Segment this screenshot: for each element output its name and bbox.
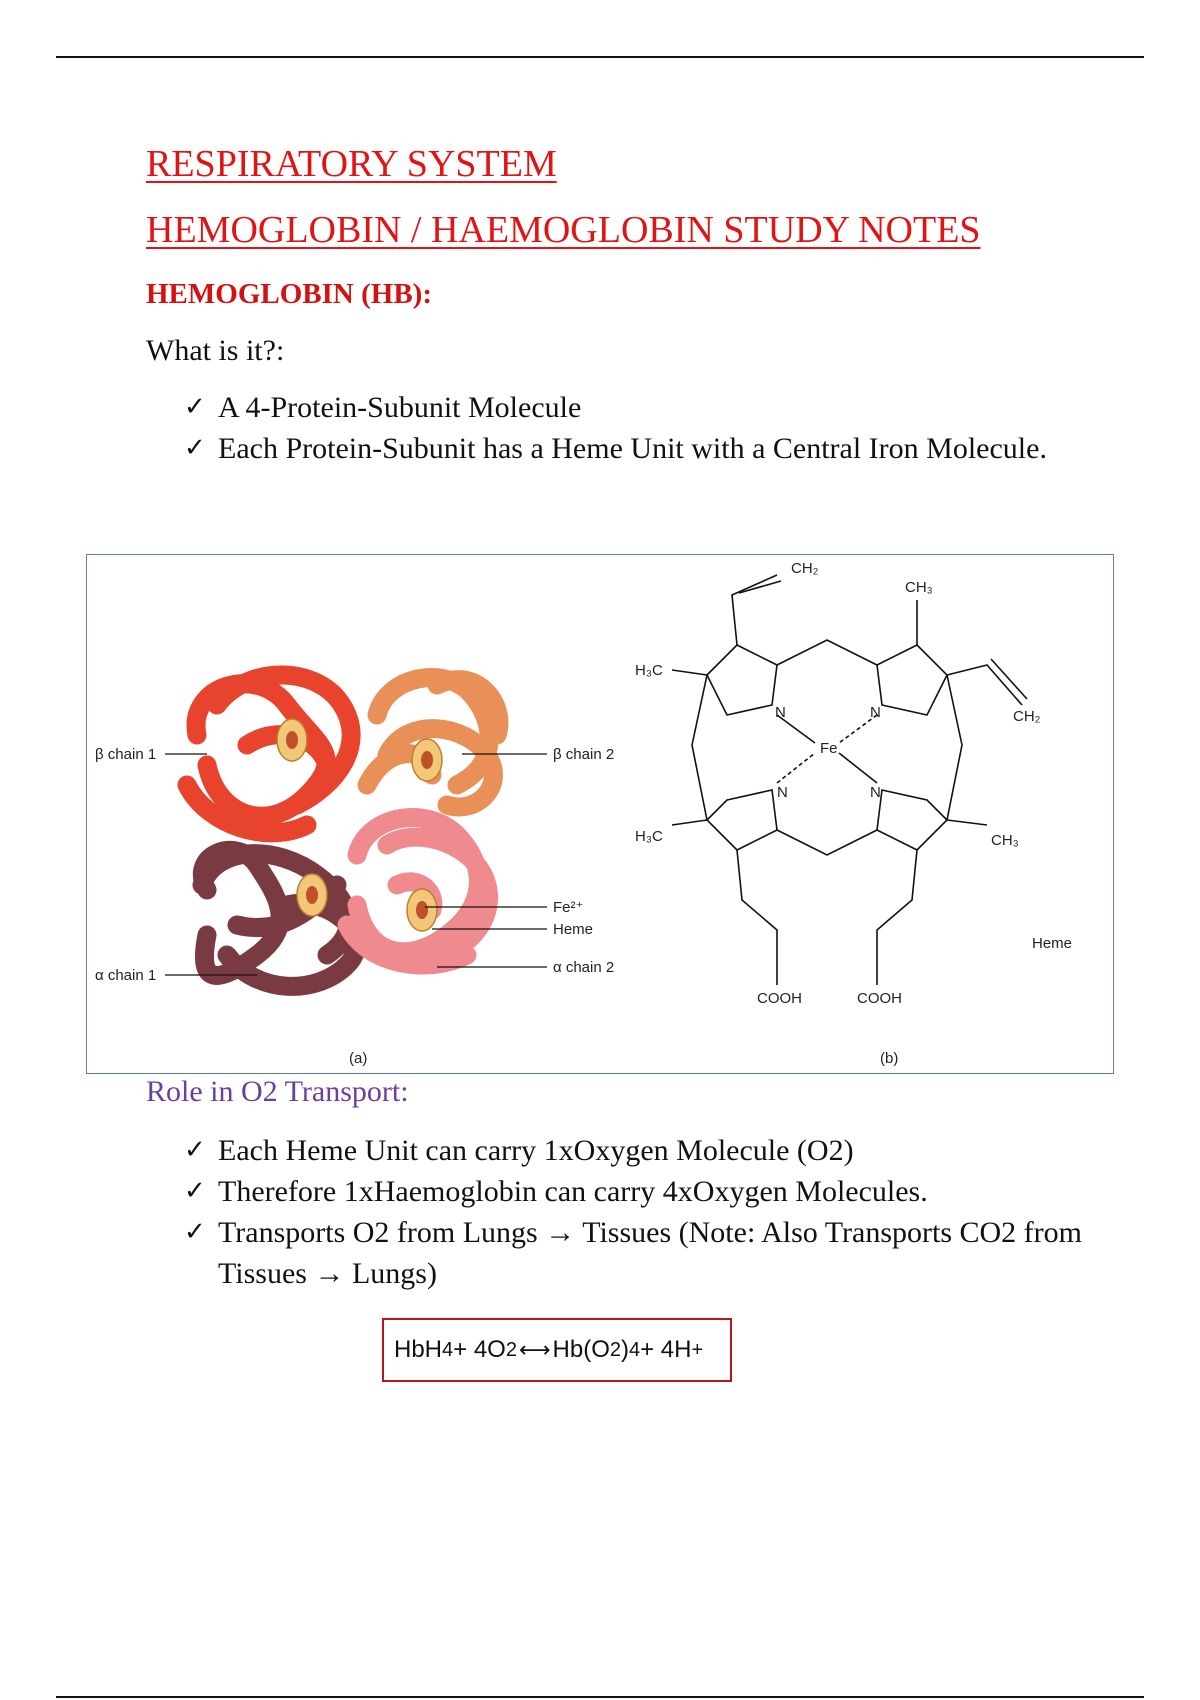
ch2-right-label: CH₂ <box>1013 708 1041 725</box>
list-item: ✓ Transports O2 from Lungs → Tissues (Note: Also Transports CO2 from Tissues → Lungs) <box>184 1212 1084 1294</box>
list-item: ✓ Therefore 1xHaemoglobin can carry 4xOxygen Molecules. <box>184 1171 1084 1212</box>
what-is-it-list <box>184 387 1084 469</box>
ch3-top-label: CH₃ <box>905 579 933 596</box>
check-icon: ✓ <box>184 1217 206 1247</box>
n-label: N <box>775 704 786 721</box>
heme-disc-alpha1 <box>297 874 327 916</box>
page-title: RESPIRATORY SYSTEM <box>146 143 557 185</box>
fe-label: Fe²⁺ <box>553 899 584 916</box>
fe-center-label: Fe <box>820 740 838 757</box>
heme-label-a: Heme <box>553 921 594 938</box>
check-icon: ✓ <box>184 392 206 422</box>
alpha-chain-2-label: α chain 2 <box>553 959 615 976</box>
n-label: N <box>870 784 881 801</box>
role-label: Role in O2 Transport: <box>146 1075 409 1108</box>
figure-svg <box>87 555 1113 1073</box>
role-list <box>184 1130 1084 1294</box>
alpha-chain-1-blob <box>202 850 356 986</box>
beta-chain-1-blob <box>187 675 351 833</box>
section-heading: HEMOGLOBIN (HB): <box>146 278 432 310</box>
ch3-right-label: CH₃ <box>991 832 1019 849</box>
heme-disc-beta1 <box>277 719 307 761</box>
what-is-it-label: What is it?: <box>146 334 285 367</box>
heme-structure <box>672 575 1027 985</box>
beta-chain-1-label: β chain 1 <box>95 746 157 763</box>
list-item: ✓ Each Protein-Subunit has a Heme Unit with a Central Iron Molecule. <box>184 428 1084 469</box>
heme-disc-alpha2 <box>407 889 437 931</box>
alpha-chain-1-label: α chain 1 <box>95 967 157 984</box>
n-label: N <box>777 784 788 801</box>
equilibrium-arrow-icon: ⟷ <box>518 1337 551 1363</box>
h3c-upper-label: H₃C <box>635 662 663 679</box>
panel-a-caption: (a) <box>349 1050 368 1067</box>
cooh-right-label: COOH <box>857 990 902 1007</box>
protein-illustration <box>187 675 499 986</box>
h3c-lower-label: H₃C <box>635 828 663 845</box>
page-subtitle: HEMOGLOBIN / HAEMOGLOBIN STUDY NOTES <box>146 209 981 251</box>
ch2-top-label: CH₂ <box>791 560 819 577</box>
check-icon: ✓ <box>184 1176 206 1206</box>
hemoglobin-equation: HbH 4 + 4O 2 ⟷ Hb(O 2 ) 4 + 4H + <box>382 1318 732 1382</box>
hemoglobin-figure <box>86 554 1114 1074</box>
check-icon: ✓ <box>184 1135 206 1165</box>
list-item: ✓ Each Heme Unit can carry 1xOxygen Molecule (O2) <box>184 1130 1084 1171</box>
bottom-rule <box>56 1696 1144 1698</box>
beta-chain-2-label: β chain 2 <box>553 746 615 763</box>
n-label: N <box>870 704 881 721</box>
panel-b-caption: (b) <box>880 1050 899 1067</box>
heme-label-b: Heme <box>1032 935 1073 952</box>
cooh-left-label: COOH <box>757 990 802 1007</box>
list-item: ✓ A 4-Protein-Subunit Molecule <box>184 387 1084 428</box>
heme-disc-beta2 <box>412 739 442 781</box>
top-rule <box>56 56 1144 58</box>
check-icon: ✓ <box>184 433 206 463</box>
